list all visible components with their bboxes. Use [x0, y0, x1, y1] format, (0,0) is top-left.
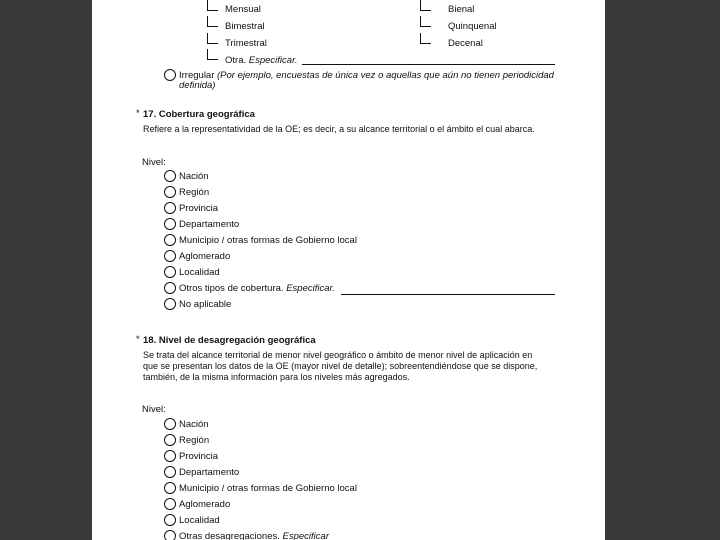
otras-specify: Especificar — [282, 531, 329, 540]
option-label: No aplicable — [179, 299, 232, 310]
q18-option-nacion[interactable] — [92, 418, 605, 432]
otra-specify-field[interactable] — [302, 64, 555, 65]
q18-option-municipio[interactable] — [92, 482, 605, 496]
q18-description-line2: que se presentan los datos de la OE (mayor nivel de detalle); sobreentendiéndose que se dispone, — [143, 361, 538, 371]
checkbox-bimestral[interactable] — [207, 16, 218, 27]
q17-title: 17. Cobertura geográfica — [143, 109, 255, 120]
q17-description: Refiere a la representatividad de la OE; es decir, a su alcance territorial o el ámbito el cual abarca. — [143, 124, 535, 134]
radio-icon[interactable] — [164, 498, 176, 510]
q18-option-departamento[interactable] — [92, 466, 605, 480]
label-irregular-text: Irregular — [179, 70, 215, 81]
label-trimestral: Trimestral — [225, 38, 267, 49]
radio-icon[interactable] — [164, 530, 176, 540]
q18-option-region[interactable] — [92, 434, 605, 448]
label-otra-specify: Especificar. — [248, 55, 298, 66]
radio-icon[interactable] — [164, 250, 176, 262]
q17-level-label: Nivel: — [142, 157, 166, 168]
q18-asterisk: * — [136, 334, 140, 345]
checkbox-otra[interactable] — [207, 49, 218, 60]
radio-icon[interactable] — [164, 466, 176, 478]
form-page — [92, 0, 605, 540]
radio-icon[interactable] — [164, 434, 176, 446]
q17-option-aglomerado[interactable] — [92, 250, 605, 264]
q17-option-provincia[interactable] — [92, 202, 605, 216]
option-label: Región — [179, 435, 210, 446]
radio-irregular[interactable] — [164, 69, 176, 81]
label-decenal: Decenal — [448, 38, 483, 49]
q18-option-aglomerado[interactable] — [92, 498, 605, 512]
option-label: Nación — [179, 171, 209, 182]
q18-title: 18. Nivel de desagregación geográfica — [143, 335, 316, 346]
label-bienal: Bienal — [448, 4, 475, 15]
checkbox-decenal[interactable] — [420, 33, 431, 44]
radio-icon[interactable] — [164, 202, 176, 214]
radio-icon[interactable] — [164, 482, 176, 494]
label-otra-prefix: Otra. — [225, 55, 249, 66]
checkbox-mensual[interactable] — [207, 0, 218, 11]
radio-icon[interactable] — [164, 218, 176, 230]
q17-option-nacion[interactable] — [92, 170, 605, 184]
option-label: Nación — [179, 419, 209, 430]
radio-icon[interactable] — [164, 514, 176, 526]
label-bimestral: Bimestral — [225, 21, 265, 32]
option-label: Localidad — [179, 515, 220, 526]
q18-description-line1: Se trata del alcance territorial de menor nivel geográfico o ámbito de menor nivel de aplicación en — [143, 350, 533, 360]
radio-icon[interactable] — [164, 234, 176, 246]
option-label: Provincia — [179, 203, 219, 214]
q17-option-localidad[interactable] — [92, 266, 605, 280]
label-irregular — [179, 70, 554, 81]
radio-icon[interactable] — [164, 266, 176, 278]
checkbox-quinquenal[interactable] — [420, 16, 431, 27]
radio-icon[interactable] — [164, 418, 176, 430]
q18-level-label: Nivel: — [142, 404, 166, 415]
checkbox-trimestral[interactable] — [207, 33, 218, 44]
radio-icon[interactable] — [164, 186, 176, 198]
q17-option-municipio[interactable] — [92, 234, 605, 248]
q18-option-provincia[interactable] — [92, 450, 605, 464]
option-label: Localidad — [179, 267, 220, 278]
q17-option-region[interactable] — [92, 186, 605, 200]
radio-icon[interactable] — [164, 170, 176, 182]
q17-option-departamento[interactable] — [92, 218, 605, 232]
otros-prefix: Otros tipos de cobertura. — [179, 283, 287, 294]
label-otra — [225, 55, 298, 66]
label-quinquenal: Quinquenal — [448, 21, 497, 32]
option-label: Región — [179, 187, 210, 198]
q17-asterisk: * — [136, 108, 140, 119]
radio-icon[interactable] — [164, 450, 176, 462]
otros-specify: Especificar. — [286, 283, 335, 294]
radio-icon[interactable] — [164, 298, 176, 310]
option-label: Departamento — [179, 219, 240, 230]
option-label — [179, 531, 329, 540]
option-label: Municipio / otras formas de Gobierno local — [179, 235, 357, 246]
option-label: Aglomerado — [179, 251, 231, 262]
q18-description-line3: también, de la misma información para los niveles más agregados. — [143, 372, 410, 382]
option-label — [179, 283, 335, 294]
q18-option-otras[interactable] — [92, 530, 605, 540]
checkbox-bienal[interactable] — [420, 0, 431, 11]
irregular-note-line2: definida) — [179, 80, 216, 91]
q17-otros-specify-field[interactable] — [341, 294, 555, 295]
irregular-note-line1: (Por ejemplo, encuestas de única vez o aquellas que aún no tienen periodicidad — [217, 70, 554, 81]
label-mensual: Mensual — [225, 4, 261, 15]
option-label: Aglomerado — [179, 499, 231, 510]
option-label: Departamento — [179, 467, 240, 478]
q18-option-localidad[interactable] — [92, 514, 605, 528]
radio-icon[interactable] — [164, 282, 176, 294]
option-label: Municipio / otras formas de Gobierno local — [179, 483, 357, 494]
q17-option-no-aplicable[interactable] — [92, 298, 605, 312]
option-label: Provincia — [179, 451, 219, 462]
otras-prefix: Otras desagregaciones. — [179, 531, 283, 540]
